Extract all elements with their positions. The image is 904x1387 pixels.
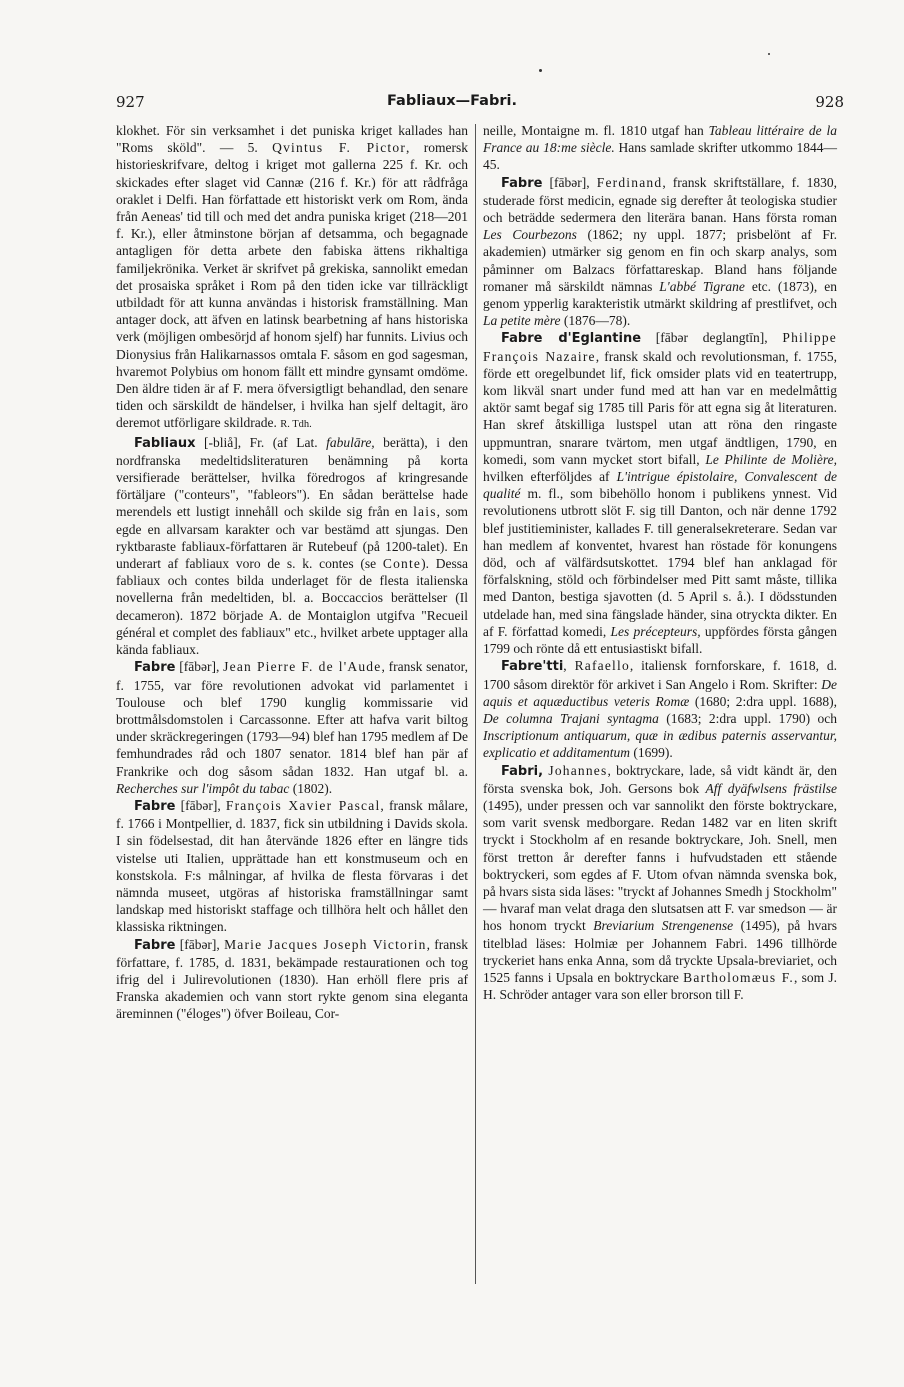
- italic-title: Breviarium Strengenense: [593, 918, 734, 934]
- entry-fabliaux: [116, 434, 468, 659]
- headword: Fabre: [134, 937, 176, 953]
- headword: Fabre: [134, 798, 176, 814]
- entry-text: [fābər],: [175, 659, 224, 675]
- person-name: Marie Jacques Joseph Victorin: [224, 936, 427, 952]
- column-divider: [475, 124, 476, 1284]
- entry-text: [fābər],: [175, 936, 225, 952]
- italic-title: Inscriptionum antiquarum, quæ in ædibus paternis asservantur, explicatio et additamentum: [483, 728, 837, 761]
- italic-title: Le Philinte de Molière,: [705, 451, 837, 467]
- entry-text: klokhet. För sin verksamhet i det puniska kriget kallades han "Roms sköld". — 5.: [116, 123, 468, 156]
- entry-fabre-deglantine: [483, 329, 837, 657]
- entry-text: , fransk författare, f. 1785, d. 1831, bekämpade restaurationen och tog ifrig del i Julirevolutionen (1830). Han erhöll flere pris af Franska akademien och vann stort rykte genom sina eleganta äreminnen ("éloges") öfver Boileau, Cor-: [116, 936, 468, 1022]
- entry-fabre-jean-pierre: [116, 658, 468, 797]
- entry-text: (1495), under pressen och var sannolikt den förste boktryckare, som varit svensk medborgare. Redan 1482 var en liten skrift tryckt i Stockholm af en resande boktryckare, Joh. Snell, men först tretton år derefter fanns i hufvudstaden ett stående boktryckeri, som egdes af F. Utom ofvan nämnda svenska bok, på hvars sista sida läses: "tryckt af Johannes Smedh j Stockholm" — hvaraf man velat draga den slutsatsen att F. var smedson — är hos honom tryckt: [483, 797, 837, 934]
- italic-term: fabulāre,: [326, 434, 375, 450]
- right-column: [483, 122, 837, 1003]
- person-name: François Xavier Pascal: [225, 797, 381, 813]
- entry-text: (1862; ny uppl. 1877; prisbelönt af Fr. akademien) utmärker sig genom en fin och skarp analys, som påminner om Balzacs författareskap. Bland hans följande romaner må särskildt nämnas: [483, 227, 837, 294]
- entry-text: ,: [563, 658, 575, 674]
- italic-title: Recherches sur l'impôt du tabac: [116, 780, 290, 796]
- entry-text: (1802).: [289, 780, 333, 796]
- print-speck: [768, 53, 770, 55]
- entry-fabretti: [483, 657, 837, 761]
- headword: Fabre d'Eglantine: [501, 331, 642, 347]
- headword: Fabliaux: [134, 435, 196, 451]
- entry-text: (1876—78).: [560, 313, 631, 329]
- entry-text: neille, Montaigne m. fl. 1810 utgaf han: [483, 123, 709, 138]
- entry-fabri-johannes: [483, 762, 837, 1004]
- entry-fabre-francois-xavier: [116, 797, 468, 936]
- headword: Fabre'tti: [501, 659, 564, 675]
- entry-text: , som J. H. Schröder antager vara son eller brorson till F.: [483, 969, 837, 1003]
- page-header: [0, 93, 904, 117]
- entry-text: , romersk historieskrifvare, deltog i kriget mot gallerna 225 f. Kr. och skickades efter slaget vid Cannæ (216 f. Kr.) för att rådfråga oraklet i Delfi. Han författade ett historiskt verk om Rom, ända från Aeneas' tid till och med det andra puniska kriget (218—201 f. Kr.), eller åtminstone början af detsamma, och begagnade antagligen för detta arbete den fabiska ättens rikhaltiga familjekrönika. Verket är skrifvet på grekiska, sannolikt emedan det prosaiska språket i Rom på den tiden icke var tillräckligt utbildadt för att kunna användas i historisk framställning. Man antager dock, att äfven en latinsk bearbetning af hans historiska verk (möjligen ombesörjd af honom sjelf) har funnits. Livius och Dionysius från Halikarnassos omtala F. såsom en god sagesman, hvaremot Polybius om honom fällt ett mindre gynsamt omdöme. Den äldre tiden är af F. mera öfversigtligt behandlad, den senare tiden och särskildt de händelser, i hvilka han sjelf deltagit, äro deremot utförligare skildrade.: [116, 140, 468, 431]
- entry-fabre-ferdinand: [483, 174, 837, 330]
- italic-title: La petite mère: [483, 313, 561, 329]
- italic-title: Les Courbezons: [483, 227, 577, 243]
- entry-text: [-bliå], Fr. (af Lat.: [195, 434, 327, 450]
- person-name: Philippe François Nazaire: [483, 330, 837, 364]
- cross-reference: Conte: [382, 556, 422, 572]
- italic-title: L'abbé Tigrane: [659, 278, 745, 294]
- left-column: [116, 122, 468, 1023]
- entry-text: , fransk senator, f. 1755, var före revolutionen advokat vid parlamentet i Toulouse och blef 1790 kunglig kommissarie vid brottmålsdomstolen i Carcassonne. Efter att hafva varit biltog under skräckregeringen (1793—94) blef han 1795 medlem af De femhundrades råd och 1807 senator. 1814 blef han pär af Frankrike och dog såsom sådan 1832. Han utgaf bl. a.: [116, 659, 469, 779]
- entry-text: (1683; 2:dra uppl. 1790) och: [658, 710, 837, 726]
- person-name: Rafaello: [574, 658, 630, 674]
- headword: Fabri,: [501, 763, 544, 779]
- italic-title: L'intrigue épistolaire, Convalescent de qualité: [483, 469, 837, 502]
- italic-title: Tableau littéraire de la France au 18:me siècle.: [483, 123, 838, 156]
- entry-text: , fransk skald och revolutionsman, f. 1755, förde ett oregelbundet lif, fick omsider plats vid en teatertrupp, kom likväl snart under fund med att han var en medelmåttig aktör samt begaf sig 1785 till Paris för att egna sig åt literaturen. Han skref åtskilliga lustspel utan att röna den ringaste uppmuntran, snarare tvärtom, men utgaf ändtligen, 1790, en komedi, som vann mycket stort bifall,: [483, 348, 837, 467]
- print-speck: [539, 69, 542, 72]
- italic-title: Les précepteurs,: [610, 623, 701, 639]
- person-name: Bartholomæus F.: [683, 969, 794, 985]
- page-number-right: 928: [815, 93, 844, 111]
- entry-text: [fābər],: [542, 174, 597, 190]
- entry-text: , boktryckare, lade, så vidt kändt är, den första svenska bok, Joh. Gersons bok: [483, 762, 837, 796]
- person-name: Ferdinand: [596, 174, 663, 190]
- running-head: Fabliaux—Fabri.: [387, 93, 517, 109]
- entry-text: berätta), i den nordfranska medeltidsliteraturen benämning på korta versifierade berättelser, hvilka föredrogos af kringresande förtäljare ("conteurs", "fableors"). En sådan berättelse hade merendels ett lustigt innehåll och skilde sig från en: [116, 434, 468, 520]
- headword: Fabre: [501, 175, 543, 191]
- headword: Fabre: [134, 660, 176, 676]
- italic-title: Aff dyäfwlsens frästilse: [705, 780, 837, 796]
- entry-text: , fransk skriftställare, f. 1830, studerade först medicin, egnade sig derefter åt teologiska studier och beträdde sedermera den literära banan. Hans första roman: [483, 174, 837, 226]
- author-signature: R. Tdh.: [280, 419, 312, 431]
- person-name: Jean Pierre F. de l'Aude: [223, 659, 382, 675]
- italic-title: De aquis et aquæductibus veteris Romæ: [483, 676, 837, 709]
- entry-text: (1495), på hvars titelblad läses: Holmiæ per Johannem Fabri. 1496 tillhörde tryckeriet hans enka Anna, som då tryckte Upsala-breviariet, och 1525 fanns i Upsala en boktryckare: [483, 918, 837, 985]
- entry-fabius-continued: [116, 122, 468, 434]
- entry-fabre-marie-jacques-continued: [483, 122, 837, 174]
- entry-text: hvilken efterföljdes af: [483, 469, 617, 485]
- entry-text: , italiensk fornforskare, f. 1618, d. 1700 såsom direktör för arkivet i San Angelo i Rom. Skrifter:: [483, 658, 838, 692]
- entry-text: , fransk målare, f. 1766 i Montpellier, d. 1837, fick sin utbildning i Davids skola. I sin födelsestad, dit han återvände 1826 efter en längre tids vistelse uti Italien, upprättade han ett konstmuseum och en konstskola. F:s målningar, af hvilka de flesta förvaras i det nämnda museet, utgöras af historiska framställningar samt landskap med historiskt staffage och tillhöra helt och hållet den klassiska riktningen.: [116, 797, 468, 935]
- entry-text: ). Dessa fabliaux och contes bilda underlaget för de flesta italienska novellerna från medeltiden, bl. a. Boccaccios berättelser (Il decameron). 1872 började A. de Montaiglon utgifva "Recueil général et complet des fabliaux" etc., hvilket arbete upptager alla kända fabliaux.: [116, 556, 468, 658]
- entry-text: uppfördes första gången 1799 och rönte då ett entusiastiskt bifall.: [483, 623, 838, 657]
- entry-text: m. fl., som bibehöllo honom i publikens ynnest. Vid revolutionens utbrott slöt F. sig till Danton, och när denne 1792 blef justitieminister, kallades F. till generalsekreterare. Sedan var han medlem af konventet, hvarest han röstade för konungens död, och af välfärdsutskottet. 1794 blef han anklagad för förfalskning, stöld och förbindelser med Pitt samt måste, tillika med Danton, bestiga sjavotten (d. 5 April s. å.). I dödsstunden utdelade han, med sina fängslade händer, sina otryckta dikter. En af F. författad komedi,: [483, 486, 837, 639]
- entry-text: [fābər deglangtīn],: [641, 330, 783, 346]
- entry-fabre-marie-jacques: [116, 936, 468, 1023]
- person-name: Johannes: [548, 762, 608, 778]
- person-name: Qvintus F. Pictor: [272, 140, 407, 156]
- entry-text: (1680; 2:dra uppl. 1688),: [689, 693, 837, 709]
- entry-text: Hans samlade skrifter utkommo 1844—45.: [483, 140, 837, 173]
- entry-text: , som egde en allvarsam karakter och var bestämd att sjungas. Den ryktbaraste fabliaux-författaren är Rutebeuf (på 1200-talet). En underart af fabliaux voro de s. k. contes (se: [116, 504, 468, 572]
- entry-text: etc. (1873), en genom ypperlig karakteristik utmärkt skildring af prestlifvet, och: [483, 278, 837, 312]
- entry-text: (1699).: [629, 745, 673, 761]
- spaced-term: lais: [413, 504, 437, 520]
- page-number-left: 927: [116, 93, 145, 111]
- italic-title: De columna Trajani syntagma: [483, 710, 659, 726]
- entry-text: [fābər],: [175, 797, 226, 813]
